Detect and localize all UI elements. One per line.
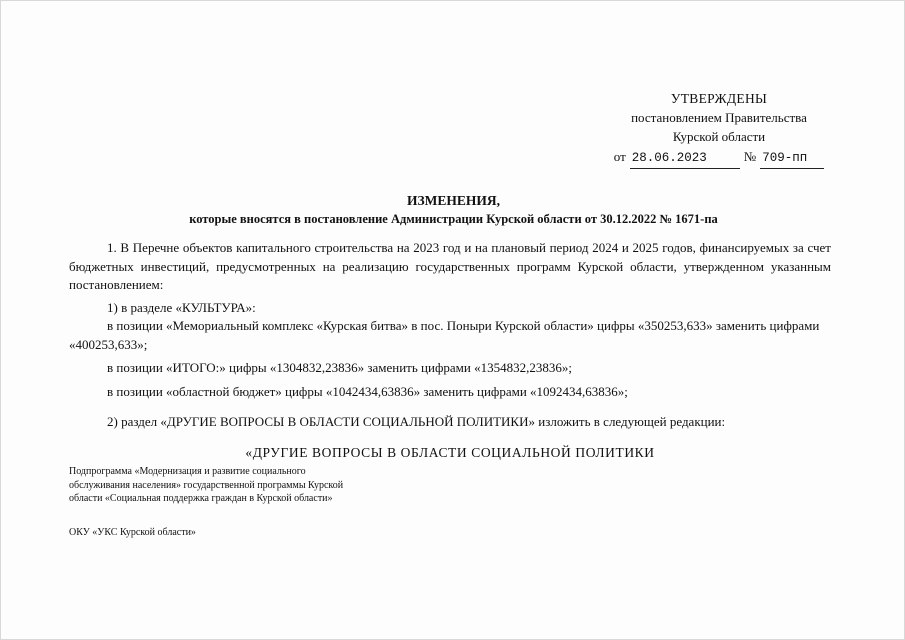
paragraph-regional-budget: в позиции «областной бюджет» цифры «1042434,63836» заменить цифрами «1092434,63836»; (107, 383, 628, 399)
organization-name: ОКУ «УКС Курской области» (69, 527, 196, 538)
document-body (69, 239, 831, 462)
paragraph-1: 1. В Перечне объектов капитального строительства на 2023 год и на плановый период 2024 и 2025 годов, финансируемых за счет бюджетных инвестиций, предусмотренных на реализацию государственных программ Курской области, утвержденном указанным постановлением: (69, 240, 831, 292)
subprogram-line-1: Подпрограмма «Модернизация и развитие социального (69, 466, 306, 477)
approval-number: 709-пп (760, 149, 824, 169)
paragraph-culture-section: 1) в разделе «КУЛЬТУРА»: (107, 299, 256, 315)
paragraph-total-position: в позиции «ИТОГО:» цифры «1304832,23836» заменить цифрами «1354832,23836»; (107, 360, 572, 375)
document-heading (1, 191, 905, 229)
subprogram-line-2: обслуживания населения» государственной программы Курской (69, 479, 344, 491)
number-sign: № (743, 149, 757, 164)
paragraph-social-section: 2) раздел «ДРУГИЕ ВОПРОСЫ В ОБЛАСТИ СОЦИАЛЬНОЙ ПОЛИТИКИ» изложить в следующей редакции: (107, 414, 726, 429)
approval-date: 28.06.2023 (630, 149, 740, 169)
approval-date-line (607, 147, 831, 169)
subprogram-text (69, 465, 399, 506)
approval-stamp (607, 89, 831, 169)
paragraph-memorial-position: в позиции «Мемориальный комплекс «Курская битва» в пос. Поныри Курской области» цифры «350253,633» заменить цифрами «400253,633»; (69, 318, 820, 352)
approval-line-1: постановлением Правительства (631, 110, 807, 125)
approval-title: УТВЕРЖДЕНЫ (670, 91, 768, 106)
heading-title: ИЗМЕНЕНИЯ, (406, 193, 500, 208)
subprogram-line-3: области «Социальная поддержка граждан в Курской области» (69, 493, 333, 504)
section-title: «ДРУГИЕ ВОПРОСЫ В ОБЛАСТИ СОЦИАЛЬНОЙ ПОЛИТИКИ (245, 444, 655, 460)
date-prefix: от (613, 149, 626, 164)
heading-subtitle: которые вносятся в постановление Администрации Курской области от 30.12.2022 № 1671-па (189, 212, 718, 226)
approval-line-2: Курской области (672, 129, 766, 144)
